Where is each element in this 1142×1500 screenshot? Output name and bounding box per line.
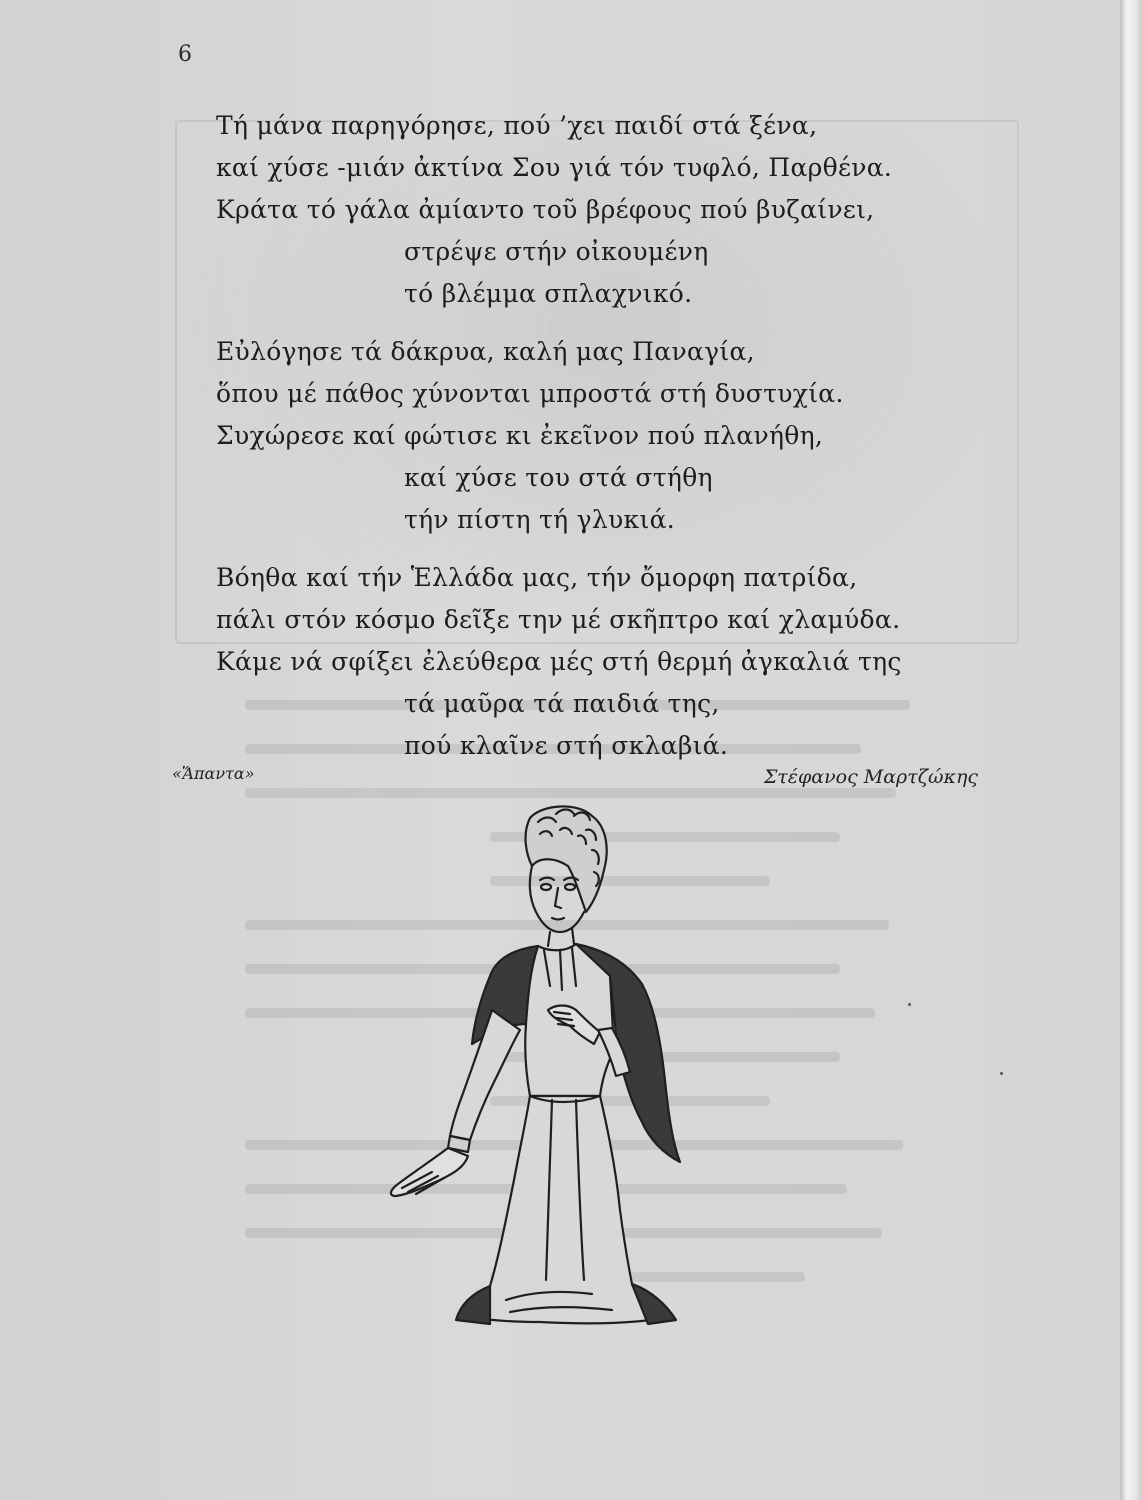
poem-line: Βόηθα καί τήν Ἑλλάδα μας, τήν ὄμορφη πατρίδα,: [216, 563, 858, 592]
poem: [216, 105, 936, 783]
paper-speck: [1000, 1072, 1003, 1075]
page-number: 6: [178, 42, 192, 67]
poem-line: Τή μάνα παρηγόρησε, πού ’χει παιδί στά ξένα,: [216, 111, 818, 140]
poem-stanza: [216, 105, 936, 315]
poem-line: τήν πίστη τή γλυκιά.: [404, 505, 676, 534]
poem-line: Κάμε νά σφίξει ἐλεύθερα μές στή θερμή ἀγκαλιά της: [216, 647, 902, 676]
poem-line: στρέψε στήν οἰκουμένη: [404, 237, 709, 266]
poem-line: καί χύσε -μιάν ἀκτίνα Σου γιά τόν τυφλό, Παρθένα.: [216, 153, 893, 182]
poem-stanza: [216, 331, 936, 541]
kneeling-figure-icon: [380, 800, 720, 1340]
poem-line: τά μαῦρα τά παιδιά της,: [404, 689, 720, 718]
poem-stanza: [216, 557, 936, 767]
poem-line: Κράτα τό γάλα ἀμίαντο τοῦ βρέφους πού βυζαίνει,: [216, 195, 875, 224]
author-name: Στέφανος Μαρτζώκης: [763, 766, 978, 788]
source-title: «Ἅπαντα»: [172, 764, 255, 783]
poem-line: καί χύσε του στά στήθη: [404, 463, 713, 492]
poem-line: Εὐλόγησε τά δάκρυα, καλή μας Παναγία,: [216, 337, 755, 366]
paper-speck: [908, 1003, 911, 1006]
poem-line: τό βλέμμα σπλαχνικό.: [404, 279, 693, 308]
poem-line: ὅπου μέ πάθος χύνονται μπροστά στή δυστυχία.: [216, 379, 844, 408]
page-edge: [1120, 0, 1142, 1500]
poem-line: Συχώρεσε καί φώτισε κι ἐκεῖνον πού πλανήθη,: [216, 421, 824, 450]
poem-line: πάλι στόν κόσμο δεῖξε την μέ σκῆπτρο καί χλαμύδα.: [216, 605, 901, 634]
poem-line: πού κλαῖνε στή σκλαβιά.: [404, 731, 729, 760]
